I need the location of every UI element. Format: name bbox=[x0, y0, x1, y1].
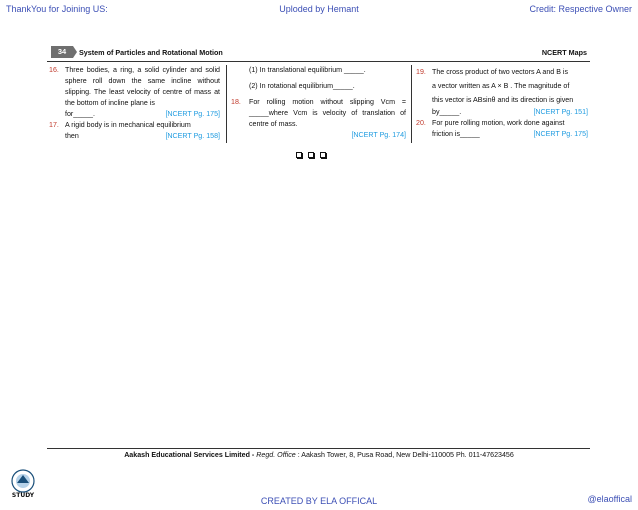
sub-question-text: (2) In rotational equilibrium_____. bbox=[249, 82, 355, 90]
question-17-part-2 bbox=[231, 81, 406, 92]
banner-left-text: ThankYou for Joining US: bbox=[6, 4, 108, 14]
question-line-2: a vector written as A × B . The magnitude of bbox=[432, 82, 570, 90]
question-16 bbox=[49, 65, 220, 120]
section-title: NCERT Maps bbox=[541, 48, 587, 57]
footer-company: Aakash Educational Services Limited - bbox=[124, 451, 255, 459]
footer-divider bbox=[47, 448, 590, 449]
column-2 bbox=[231, 65, 406, 141]
question-20 bbox=[416, 118, 588, 140]
question-tail: by_____. bbox=[432, 108, 462, 116]
question-number: 17. bbox=[49, 121, 59, 129]
footer bbox=[0, 451, 638, 459]
end-box-icon bbox=[320, 152, 326, 158]
question-line-3: this vector is ABsinθ and its direction is given bbox=[432, 96, 574, 104]
footer-address: : Aakash Tower, 8, Pusa Road, New Delhi-110005 Ph. 011-47623456 bbox=[297, 451, 514, 459]
question-text: For rolling motion without slipping Vcm = _____where Vcm is velocity of translation of centre of mass. bbox=[249, 98, 406, 128]
end-box-icon bbox=[308, 152, 314, 158]
end-box-icon bbox=[296, 152, 302, 158]
study-logo-icon bbox=[6, 465, 40, 499]
question-text: A rigid body is in mechanical equilibrium bbox=[65, 121, 191, 129]
question-tail: friction is_____ bbox=[432, 130, 480, 138]
question-text: For pure rolling motion, work done against bbox=[432, 119, 565, 127]
question-line-1: The cross product of two vectors A and B is bbox=[432, 68, 569, 76]
question-17-part-1 bbox=[231, 65, 406, 76]
ncert-reference: [NCERT Pg. 175] bbox=[533, 130, 588, 138]
page-number-badge: 34 bbox=[51, 46, 73, 58]
footer-regd-label: Regd. Office bbox=[256, 451, 296, 459]
social-handle[interactable]: @elaoffical bbox=[587, 494, 632, 504]
page-header bbox=[47, 46, 590, 62]
question-number: 19. bbox=[416, 68, 426, 76]
banner-center-text: Uploded by Hemant bbox=[279, 4, 359, 14]
top-banner bbox=[0, 4, 638, 18]
column-3 bbox=[416, 65, 588, 140]
created-by-text: CREATED BY ELA OFFICAL bbox=[260, 496, 378, 506]
column-divider-2 bbox=[411, 65, 412, 143]
column-divider-1 bbox=[226, 65, 227, 143]
question-number: 18. bbox=[231, 98, 241, 106]
question-19 bbox=[416, 65, 588, 118]
sub-question-text: (1) In translational equilibrium _____. bbox=[249, 66, 366, 74]
logo-text: STUDY bbox=[11, 492, 35, 499]
question-text: Three bodies, a ring, a solid cylinder and solid sphere roll down the same incline without slipping. The least velocity of centre of mass at the bottom of incline plane is bbox=[65, 66, 220, 107]
question-18 bbox=[231, 97, 406, 141]
ncert-reference: [NCERT Pg. 174] bbox=[351, 131, 406, 139]
question-number: 16. bbox=[49, 66, 59, 74]
ncert-reference: [NCERT Pg. 158] bbox=[165, 132, 220, 140]
ncert-reference: [NCERT Pg. 175] bbox=[165, 110, 220, 118]
banner-right-text: Credit: Respective Owner bbox=[529, 4, 632, 14]
ncert-reference: [NCERT Pg. 151] bbox=[533, 108, 588, 116]
question-tail: then bbox=[65, 132, 79, 140]
question-17 bbox=[49, 120, 220, 142]
question-number: 20. bbox=[416, 119, 426, 127]
chapter-title: System of Particles and Rotational Motion bbox=[79, 48, 223, 57]
column-1 bbox=[49, 65, 220, 142]
end-marker bbox=[296, 151, 332, 160]
question-tail: for_____. bbox=[65, 110, 95, 118]
